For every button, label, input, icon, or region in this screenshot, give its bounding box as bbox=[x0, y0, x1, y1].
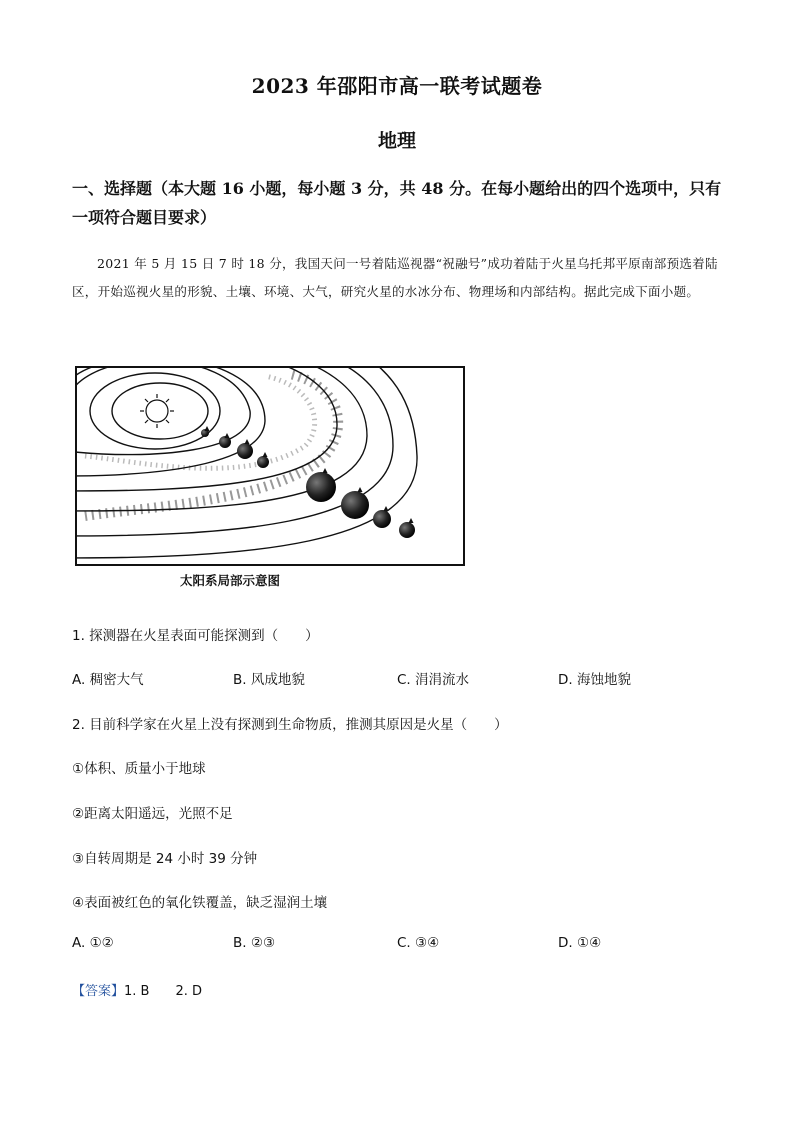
page-title: 2023 年邵阳市高一联考试题卷 bbox=[251, 74, 543, 98]
question-2-stem: 2. 目前科学家在火星上没有探测到生命物质，推测其原因是火星（ ） bbox=[72, 717, 508, 733]
answer-text: 1. B 2. D bbox=[124, 984, 203, 999]
subject-title: 地理 bbox=[377, 130, 416, 152]
q2-statement-3: ③自转周期是 24 小时 39 分钟 bbox=[72, 851, 258, 867]
planet-saturn bbox=[341, 491, 369, 519]
answer-tag: 【答案】 bbox=[72, 984, 125, 999]
q2-statement-2: ②距离太阳遥远，光照不足 bbox=[72, 806, 233, 822]
question-1-stem: 1. 探测器在火星表面可能探测到（ ） bbox=[72, 628, 319, 644]
planet-jupiter bbox=[306, 472, 336, 502]
planet-neptune bbox=[399, 522, 415, 538]
q1-option-b: B. 风成地貌 bbox=[233, 672, 305, 688]
q1-option-a: A. 稠密大气 bbox=[72, 672, 144, 688]
q2-option-c: C. ③④ bbox=[397, 935, 440, 951]
q1-option-d: D. 海蚀地貌 bbox=[558, 672, 631, 688]
section-heading: 一、选择题（本大题 16 小题，每小题 3 分，共 48 分。在每小题给出的四个选项中，只有一项符合题目要求） bbox=[72, 179, 722, 227]
q2-option-d: D. ①④ bbox=[558, 935, 602, 951]
planet-earth bbox=[237, 443, 253, 459]
q2-statement-1: ①体积、质量小于地球 bbox=[72, 761, 206, 777]
reading-passage: 2021 年 5 月 15 日 7 时 18 分，我国天问一号着陆巡视器“祝融号”成功着陆于火星乌托邦平原南部预选着陆区，开始巡视火星的形貌、土壤、环境、大气，研究火星的水冰分布、物理场和内部结构。据此完成下面小题。 bbox=[72, 256, 718, 299]
q2-option-a: A. ①② bbox=[72, 935, 114, 951]
planet-mars bbox=[257, 456, 269, 468]
q2-statement-4: ④表面被红色的氧化铁覆盖，缺乏湿润土壤 bbox=[72, 895, 328, 911]
q2-option-b: B. ②③ bbox=[233, 935, 276, 951]
answer-line bbox=[72, 980, 202, 999]
figure-caption: 太阳系局部示意图 bbox=[179, 573, 280, 588]
planet-uranus bbox=[373, 510, 391, 528]
solar-system-diagram bbox=[75, 366, 465, 566]
q1-option-c: C. 涓涓流水 bbox=[397, 672, 470, 688]
